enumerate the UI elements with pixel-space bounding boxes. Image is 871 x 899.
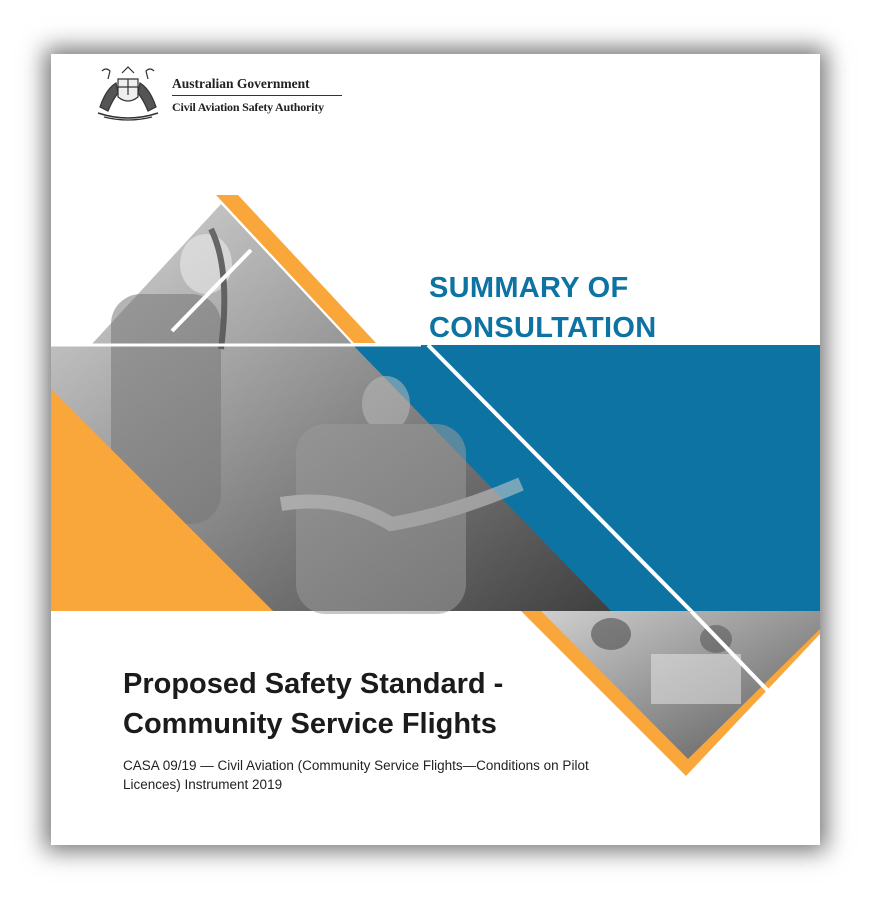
document-title — [123, 664, 503, 744]
org-name-primary: Australian Government — [172, 76, 310, 91]
title-line-1: Proposed Safety Standard - — [123, 668, 504, 700]
cover-heading — [429, 268, 657, 348]
document-cover — [51, 54, 820, 845]
heading-line-1: SUMMARY OF — [429, 272, 629, 304]
title-line-2: Community Service Flights — [123, 708, 497, 740]
heading-line-2: CONSULTATION — [429, 312, 657, 344]
document-subtitle: CASA 09/19 — Civil Aviation (Community Service Flights—Conditions on Pilot Licences) Instrument 2019 — [123, 758, 589, 792]
org-name-secondary: Civil Aviation Safety Authority — [172, 100, 324, 114]
